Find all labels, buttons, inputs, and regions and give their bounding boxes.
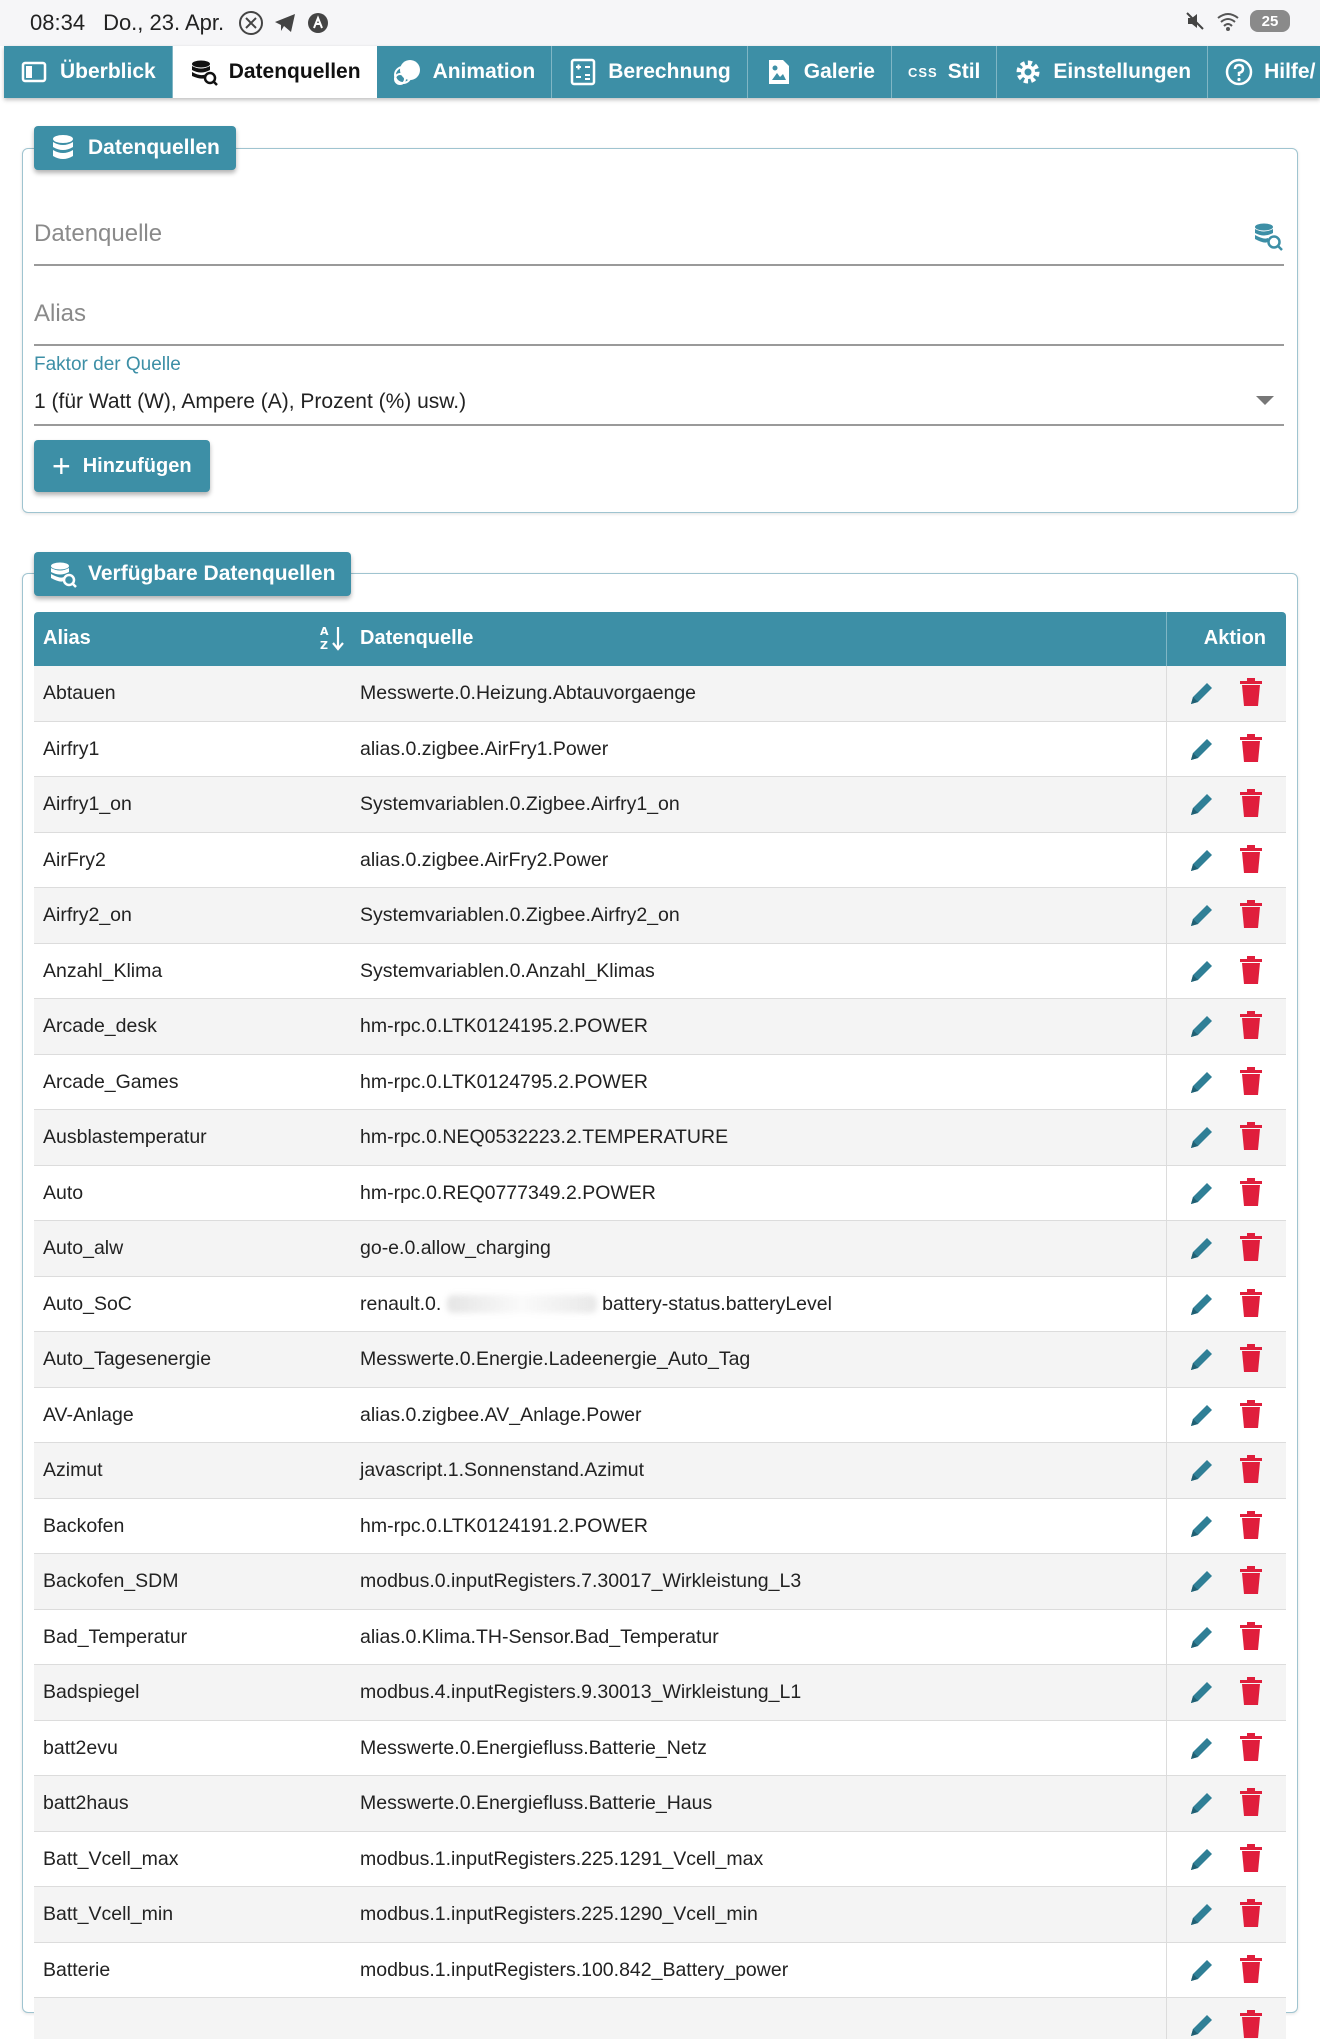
factor-select[interactable] [34, 350, 1284, 426]
tab-gallery[interactable] [748, 46, 892, 98]
row-datasource [360, 1404, 641, 1427]
trash-icon[interactable] [1237, 1897, 1265, 1929]
tab-calculation[interactable] [552, 46, 748, 98]
table-row [34, 1499, 1286, 1555]
row-datasource [360, 1848, 763, 1871]
trash-icon[interactable] [1237, 1675, 1265, 1707]
table-row [34, 1721, 1286, 1777]
pencil-icon[interactable] [1187, 1955, 1217, 1985]
table-row [34, 888, 1286, 944]
pencil-icon[interactable] [1187, 1233, 1217, 1263]
row-alias: AirFry2 [43, 848, 106, 871]
row-datasource-text: javascript.1.Sonnenstand.Azimut [360, 1459, 644, 1481]
row-actions [1166, 1055, 1286, 1110]
tab-label: Animation [432, 60, 536, 83]
tab-label: Einstellungen [1053, 60, 1192, 83]
pencil-icon[interactable] [1187, 1511, 1217, 1541]
row-datasource-text: alias.0.zigbee.AirFry2.Power [360, 848, 609, 871]
row-datasource [360, 1459, 644, 1482]
row-alias: Backofen [43, 1514, 125, 1537]
trash-icon[interactable] [1237, 1620, 1265, 1652]
pencil-icon[interactable] [1187, 1788, 1217, 1818]
row-datasource [360, 1570, 801, 1593]
status-right [1184, 10, 1290, 32]
pencil-icon[interactable] [1187, 1178, 1217, 1208]
row-alias: Batterie [43, 1958, 111, 1981]
help-icon [1224, 57, 1254, 87]
row-datasource-text: Messwerte.0.Heizung.Abtauvorgaenge [360, 682, 697, 704]
row-actions [1166, 944, 1286, 999]
row-datasource-text: Systemvariablen.0.Zigbee.Airfry1_on [360, 793, 680, 815]
row-datasource-text: modbus.1.inputRegisters.225.1290_Vcell_min [360, 1903, 758, 1925]
alias-input[interactable] [34, 290, 1284, 346]
trash-icon[interactable] [1237, 1065, 1265, 1097]
row-datasource-text: Messwerte.0.Energiefluss.Batterie_Netz [360, 1736, 707, 1759]
trash-icon[interactable] [1237, 954, 1265, 986]
trash-icon[interactable] [1237, 1564, 1265, 1596]
row-datasource-text: Systemvariablen.0.Anzahl_Klimas [360, 959, 655, 982]
datasource-search-icon [48, 559, 78, 589]
main-tab-bar [4, 46, 1320, 98]
trash-icon[interactable] [1237, 843, 1265, 875]
datasources-table [34, 612, 1286, 2039]
datasource-placeholder: Datenquelle [34, 220, 163, 247]
plus-icon: + [52, 448, 71, 484]
row-actions [1166, 722, 1286, 777]
row-datasource-text: hm-rpc.0.LTK0124795.2.POWER [360, 1070, 648, 1093]
row-datasource-text: go-e.0.allow_charging [360, 1237, 551, 1259]
pencil-icon[interactable] [1187, 1844, 1217, 1874]
table-row [34, 777, 1286, 833]
row-alias: Auto_alw [43, 1237, 124, 1259]
row-datasource [360, 904, 680, 927]
row-alias: Batt_Vcell_max [43, 1847, 179, 1870]
row-actions [1166, 1887, 1286, 1942]
add-datasource-title [34, 126, 236, 170]
tab-label: Stil [947, 60, 981, 83]
row-alias: Batt_Vcell_min [43, 1903, 174, 1925]
header-divider [1166, 612, 1167, 666]
column-header-datasource[interactable]: Datenquelle [360, 627, 474, 649]
tab-label: Berechnung [608, 60, 731, 83]
row-actions [1166, 888, 1286, 943]
row-datasource [360, 1015, 648, 1038]
sort-az-icon[interactable] [320, 624, 346, 652]
row-datasource [360, 1293, 832, 1316]
trash-icon[interactable] [1237, 1842, 1265, 1874]
row-datasource-text: Systemvariablen.0.Zigbee.Airfry2_on [360, 904, 680, 926]
row-datasource [360, 960, 655, 983]
battery-indicator: 25 [1250, 10, 1290, 32]
table-row [34, 833, 1286, 889]
row-datasource [360, 793, 680, 816]
row-actions [1166, 1721, 1286, 1776]
table-header [34, 612, 1286, 666]
add-button[interactable] [34, 440, 210, 492]
row-datasource-text: modbus.4.inputRegisters.9.30013_Wirkleistung_L1 [360, 1681, 802, 1703]
row-actions [1166, 1998, 1286, 2039]
wifi-icon [1216, 10, 1240, 32]
app-store-icon [306, 11, 330, 35]
chevron-down-icon[interactable] [1256, 396, 1274, 405]
table-row [34, 722, 1286, 778]
add-button-label: Hinzufügen [82, 454, 192, 477]
row-actions [1166, 1499, 1286, 1554]
tab-label: Galerie [803, 60, 875, 83]
row-datasource [360, 1792, 712, 1815]
svg-text:Z: Z [320, 639, 328, 652]
table-row [34, 1665, 1286, 1721]
row-actions [1166, 777, 1286, 832]
gear-icon [1013, 57, 1043, 87]
table-row [34, 1998, 1286, 2039]
gallery-icon [764, 57, 794, 87]
row-actions [1166, 1832, 1286, 1887]
pencil-icon[interactable] [1187, 1566, 1217, 1596]
row-alias: batt2haus [43, 1792, 129, 1814]
tab-label: Datenquellen [228, 60, 361, 83]
row-datasource-text: alias.0.zigbee.AV_Anlage.Power [360, 1403, 642, 1426]
trash-icon[interactable] [1237, 1786, 1265, 1818]
datasource-input[interactable] [34, 210, 1284, 266]
pencil-icon[interactable] [1187, 1122, 1217, 1152]
trash-icon[interactable] [1237, 1342, 1265, 1374]
x-app-icon [238, 10, 264, 36]
available-datasources-title [34, 552, 351, 596]
database-icon [48, 133, 78, 163]
row-alias: Anzahl_Klima [43, 959, 163, 982]
row-alias: Auto_SoC [43, 1292, 132, 1315]
row-alias: Abtauen [43, 682, 116, 704]
row-datasource [360, 1737, 707, 1760]
tab-label: Überblick [60, 60, 156, 83]
table-row [34, 1221, 1286, 1277]
row-datasource [360, 1959, 788, 1982]
table-row [34, 1887, 1286, 1943]
telegram-icon [272, 10, 298, 36]
table-row [34, 1832, 1286, 1888]
factor-label: Faktor der Quelle [34, 354, 181, 375]
row-datasource [360, 1681, 801, 1704]
row-alias: Badspiegel [43, 1681, 140, 1703]
row-datasource [360, 1126, 728, 1149]
table-row [34, 1332, 1286, 1388]
row-alias: Bad_Temperatur [43, 1625, 188, 1648]
datasource-search-icon[interactable] [1252, 220, 1284, 252]
row-alias: Backofen_SDM [43, 1570, 179, 1592]
row-alias: Arcade_Games [43, 1070, 179, 1093]
trash-icon[interactable] [1237, 1176, 1265, 1208]
status-date: Do., 23. Apr. [103, 10, 225, 35]
table-row [34, 1055, 1286, 1111]
row-actions [1166, 1332, 1286, 1387]
pencil-icon[interactable] [1187, 2010, 1217, 2039]
svg-text:A: A [320, 625, 329, 638]
alias-placeholder: Alias [34, 300, 87, 327]
row-actions [1166, 666, 1286, 721]
row-datasource-suffix: battery-status.batteryLevel [602, 1292, 832, 1315]
column-header-alias[interactable]: Alias [43, 627, 91, 649]
trash-icon[interactable] [1237, 1231, 1265, 1263]
calculator-icon [568, 57, 598, 87]
notification-icons [238, 10, 330, 36]
animation-icon [393, 57, 423, 87]
pencil-icon[interactable] [1187, 678, 1217, 708]
pencil-icon[interactable] [1187, 900, 1217, 930]
table-row [34, 1943, 1286, 1999]
pencil-icon[interactable] [1187, 1455, 1217, 1485]
row-alias: Azimut [43, 1459, 103, 1481]
row-actions [1166, 1665, 1286, 1720]
row-datasource [360, 1348, 750, 1371]
row-actions [1166, 1166, 1286, 1221]
table-row [34, 1110, 1286, 1166]
trash-icon[interactable] [1237, 732, 1265, 764]
row-alias: AV-Anlage [43, 1403, 134, 1426]
trash-icon[interactable] [1237, 1731, 1265, 1763]
row-actions [1166, 1277, 1286, 1332]
pencil-icon[interactable] [1187, 734, 1217, 764]
row-actions [1166, 1388, 1286, 1443]
pencil-icon[interactable] [1187, 1733, 1217, 1763]
tab-overview[interactable] [4, 46, 173, 98]
row-datasource-text: Messwerte.0.Energiefluss.Batterie_Haus [360, 1792, 713, 1814]
pencil-icon[interactable] [1187, 1677, 1217, 1707]
row-datasource [360, 738, 608, 761]
trash-icon[interactable] [1237, 1953, 1265, 1985]
pencil-icon[interactable] [1187, 1400, 1217, 1430]
row-actions [1166, 1610, 1286, 1665]
trash-icon[interactable] [1237, 898, 1265, 930]
row-datasource [360, 1182, 656, 1205]
pencil-icon[interactable] [1187, 1289, 1217, 1319]
status-time: 08:34 [30, 10, 86, 35]
row-actions [1166, 1776, 1286, 1831]
status-bar [0, 0, 1320, 46]
tab-datasources[interactable] [173, 46, 377, 98]
tab-settings[interactable] [997, 46, 1208, 98]
trash-icon[interactable] [1237, 676, 1265, 708]
row-actions [1166, 1221, 1286, 1276]
mute-icon [1184, 10, 1206, 32]
row-alias: Airfry1 [43, 737, 100, 760]
row-actions [1166, 1110, 1286, 1165]
pencil-icon[interactable] [1187, 1622, 1217, 1652]
trash-icon[interactable] [1237, 1009, 1265, 1041]
table-row [34, 999, 1286, 1055]
table-row [34, 1776, 1286, 1832]
redacted-region [447, 1295, 597, 1313]
pencil-icon[interactable] [1187, 1344, 1217, 1374]
row-datasource [360, 682, 696, 705]
pencil-icon[interactable] [1187, 956, 1217, 986]
row-alias: Airfry1_on [43, 793, 132, 815]
card-title-text: Verfügbare Datenquellen [88, 562, 336, 585]
table-row [34, 1610, 1286, 1666]
pencil-icon[interactable] [1187, 1899, 1217, 1929]
row-alias: Ausblastemperatur [43, 1126, 207, 1148]
table-row [34, 1166, 1286, 1222]
row-datasource [360, 1515, 648, 1538]
row-datasource-text: Messwerte.0.Energie.Ladeenergie_Auto_Tag [360, 1348, 751, 1370]
table-row [34, 944, 1286, 1000]
pencil-icon[interactable] [1187, 789, 1217, 819]
table-row [34, 666, 1286, 722]
row-alias: Airfry2_on [43, 904, 132, 926]
tab-help[interactable] [1208, 46, 1320, 98]
trash-icon[interactable] [1237, 787, 1265, 819]
row-alias: Arcade_desk [43, 1015, 157, 1037]
trash-icon[interactable] [1237, 2008, 1265, 2039]
table-row [34, 1388, 1286, 1444]
row-datasource [360, 1626, 719, 1649]
row-alias: batt2evu [43, 1736, 118, 1759]
row-datasource-text: modbus.1.inputRegisters.100.842_Battery_power [360, 1958, 789, 1981]
row-actions [1166, 1443, 1286, 1498]
trash-icon[interactable] [1237, 1453, 1265, 1485]
row-actions [1166, 833, 1286, 888]
row-datasource-text: modbus.1.inputRegisters.225.1291_Vcell_max [360, 1847, 764, 1870]
column-header-action: Aktion [1203, 627, 1266, 649]
row-datasource-text: renault.0. [360, 1292, 442, 1315]
datasource-search-icon [189, 57, 219, 87]
row-datasource-text: hm-rpc.0.LTK0124191.2.POWER [360, 1514, 648, 1537]
row-datasource-text: modbus.0.inputRegisters.7.30017_Wirkleistung_L3 [360, 1570, 802, 1592]
row-datasource-text: hm-rpc.0.LTK0124195.2.POWER [360, 1015, 648, 1037]
row-alias: Auto_Tagesenergie [43, 1348, 212, 1370]
row-actions [1166, 1943, 1286, 1998]
css-icon: CSS [907, 64, 938, 80]
tab-style[interactable] [892, 46, 997, 98]
tab-label: Hilfe/ [1264, 60, 1316, 83]
row-datasource-text: alias.0.Klima.TH-Sensor.Bad_Temperatur [360, 1625, 719, 1648]
trash-icon[interactable] [1237, 1398, 1265, 1430]
table-body [34, 666, 1286, 2039]
row-datasource [360, 1903, 758, 1926]
tab-animation[interactable] [377, 46, 553, 98]
table-row [34, 1277, 1286, 1333]
row-actions [1166, 1554, 1286, 1609]
factor-value: 1 (für Watt (W), Ampere (A), Prozent (%) usw.) [34, 390, 467, 413]
row-datasource [360, 849, 608, 872]
row-datasource-text: alias.0.zigbee.AirFry1.Power [360, 737, 609, 760]
row-actions [1166, 999, 1286, 1054]
pencil-icon[interactable] [1187, 1011, 1217, 1041]
pencil-icon[interactable] [1187, 845, 1217, 875]
table-row [34, 1443, 1286, 1499]
row-alias: Auto [43, 1181, 84, 1204]
trash-icon[interactable] [1237, 1509, 1265, 1541]
pencil-icon[interactable] [1187, 1067, 1217, 1097]
row-datasource-text: hm-rpc.0.REQ0777349.2.POWER [360, 1181, 656, 1204]
table-row [34, 1554, 1286, 1610]
card-title-text: Datenquellen [88, 136, 220, 159]
row-datasource [360, 1237, 551, 1260]
trash-icon[interactable] [1237, 1120, 1265, 1152]
row-datasource [360, 1071, 648, 1094]
trash-icon[interactable] [1237, 1287, 1265, 1319]
row-datasource-text: hm-rpc.0.NEQ0532223.2.TEMPERATURE [360, 1126, 729, 1148]
overview-icon [20, 57, 50, 87]
